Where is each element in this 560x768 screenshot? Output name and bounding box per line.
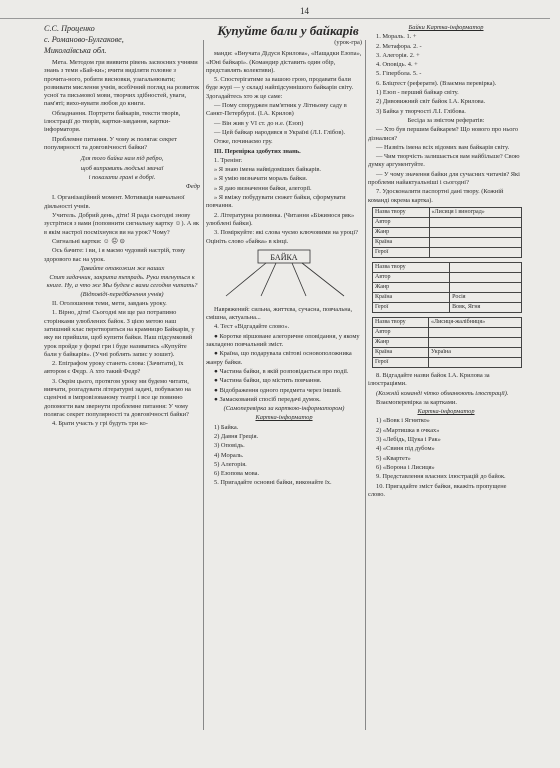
epigraph-line: щоб виправить людські звичаї bbox=[80, 164, 164, 172]
list-item: ● Коротке віршоване алегоричне оповідання, у якому закладено повчальний зміст. bbox=[206, 332, 360, 349]
column-divider-2 bbox=[365, 40, 366, 730]
note: (Кожній команді чітко обманюють ілюстрації). bbox=[376, 389, 509, 397]
list-item: ● Відображення одного предмета через інший. bbox=[214, 386, 342, 394]
table-row bbox=[373, 337, 522, 347]
table-cell: Назва твору bbox=[373, 262, 450, 272]
list-item: 3) «Лебідь, Щука і Рак» bbox=[376, 436, 441, 444]
paragraph: Сигнальні картки: ☺ ☹ ⊝ bbox=[52, 237, 125, 245]
column-1 bbox=[44, 24, 200, 429]
verse: Давайте отакожим же наших bbox=[79, 264, 165, 272]
paragraph: 3. Окрім цього, протягом уроку ми будемо читати, вивчати, розгадувати літературні задачі, побуваємо на сценічні в імпровізованому театрі і все це повинно допомогти вам звернути проблемне питання: У чому полягає секрет популярності та довговічності байки? bbox=[44, 377, 191, 418]
paragraph: Обладнання. Портрети байкарів, тексти творів, ілюстрації до творів, картки-завдання, картки-інформатори. bbox=[44, 109, 181, 134]
paragraph: ІІ. Оголошення теми, мети, завдань уроку. bbox=[52, 300, 167, 308]
table-cell bbox=[429, 227, 521, 237]
paragraph: — Пому споруджен пам'ятник у Літньому саду в Санкт-Петербурзі. (І.А. Крилов) bbox=[206, 102, 347, 118]
table-cell: Країна bbox=[373, 292, 450, 302]
table-row bbox=[373, 262, 522, 272]
table-cell: Автор bbox=[373, 327, 429, 337]
paragraph: Проблемне питання. У чому ж полягає секрет популярності та довговічності байки? bbox=[44, 135, 177, 151]
paragraph: Ось бачите: і ви, і я маємо чудовий настрій, тому здорового вас на урок. bbox=[44, 247, 186, 263]
list-item: ● Частина байки, в якій розповідається про події. bbox=[214, 367, 349, 375]
list-item: 5) Алегорія. bbox=[214, 460, 247, 468]
paragraph: 1) Езоп - перший байкар світу. bbox=[376, 89, 459, 97]
paragraph: 3) Байка у творчості Л.І. Глібова. bbox=[376, 107, 466, 115]
list-item: 3) Оповідь. bbox=[214, 442, 245, 450]
table-cell: «Лисиця-жалібниця» bbox=[429, 317, 522, 327]
list-item: » Я вміжу побудувати сюжет байки, сформувати повчання. bbox=[206, 194, 346, 210]
paragraph: — Цей байкар народився в Україні (Л.І. Глібов). bbox=[214, 128, 346, 136]
paragraph: 9. Представлення власних ілюстрацій до байок. bbox=[376, 473, 506, 481]
author-school: с. Романово-Булгакове, bbox=[44, 35, 124, 44]
table-cell: Герої bbox=[373, 357, 429, 367]
list-item: ● Країна, що подарувала світові основоположника жанру байки. bbox=[206, 350, 352, 366]
diagram-word: БАЙКА bbox=[270, 252, 298, 262]
epigraph-author: Федр bbox=[185, 183, 200, 191]
paragraph: — У чому значення байки для сучасних читачів? Які проблеми найактуальніші і сьогодні? bbox=[368, 170, 520, 187]
article-title: Купуйте бали у байкарів bbox=[217, 23, 359, 38]
table-cell: Вовк, Ягня bbox=[450, 302, 522, 312]
paragraph: Отже, починаємо гру. bbox=[214, 138, 273, 146]
page-number: 14 bbox=[300, 6, 309, 16]
table-cell: Жанр bbox=[373, 227, 430, 237]
table-cell bbox=[450, 282, 522, 292]
paragraph: ІІІ. Перевірка здобутих знань. bbox=[214, 147, 301, 155]
list-item: 1) «Вовк і Ягнятко» bbox=[376, 417, 430, 425]
header-rule bbox=[0, 18, 550, 19]
table-row bbox=[373, 302, 522, 312]
paragraph: — Він жив у VI ст. до н.е. (Езоп) bbox=[214, 119, 304, 127]
paragraph: Взаємоперевірка за картками. bbox=[376, 398, 457, 406]
list-item: » Я знаю імена найвідоміших байкарів. bbox=[214, 166, 322, 174]
paragraph: 4. Тест «Відгадайте слово». bbox=[214, 323, 290, 331]
paragraph: 2) Дивовижний світ байок І.А. Крилова. bbox=[376, 98, 486, 106]
paragraph: 3. Поміркуйте: які слова чуємо ключовими на уроці? Оцініть слово «байка» в кінці. bbox=[206, 229, 358, 245]
paragraph: Бесіда за змістом рефератів: bbox=[407, 116, 485, 124]
list-item: 1) Байка. bbox=[214, 423, 239, 431]
paragraph: 10. Пригадайте зміст байки, вкажіть пропущене слово. bbox=[368, 482, 507, 498]
table-cell: Україна bbox=[429, 347, 522, 357]
card-heading: Картка-інформатор bbox=[255, 414, 313, 422]
table-cell bbox=[429, 217, 521, 227]
author-region: Миколаївська обл. bbox=[44, 46, 107, 55]
paragraph: 5. Пригадайте основні байки, виконайте їх. bbox=[214, 479, 332, 487]
table-cell: Росія bbox=[450, 292, 522, 302]
table-cell bbox=[450, 262, 522, 272]
table-cell: Жанр bbox=[373, 337, 429, 347]
table-cell: Назва твору bbox=[373, 317, 429, 327]
paragraph: 1. Вірно, діти! Сьогодні ми ще раз потрапимо сторінками улюблених байок. З цією метою наш затишний клас перетвориться на крамницю Байкарів, у яку ви прийшли, щоб купити байки. Наш підсумковий урок пройде у формі гри і буде називатись «Купуйте бали у байкарів». (Учні роблять запис у зошит). bbox=[44, 309, 195, 358]
epigraph-line: і показати грані в добрі. bbox=[88, 173, 156, 181]
table-cell: Герої bbox=[373, 302, 450, 312]
card-heading: Байки Картка-інформатор bbox=[408, 24, 484, 31]
list-item: 2) «Мартишка в очках» bbox=[376, 426, 440, 434]
table-cell: Назва твору bbox=[373, 207, 430, 217]
list-item: ● Замаскований спосіб передачі думок. bbox=[214, 395, 321, 403]
list-item: 5. Гіпербола. 5. - bbox=[376, 70, 422, 78]
card-heading: Картка-інформатор bbox=[417, 408, 475, 416]
list-item: 4) Мораль. bbox=[214, 451, 244, 459]
table-cell bbox=[450, 272, 522, 282]
table-cell bbox=[429, 237, 521, 247]
table-cell bbox=[429, 357, 522, 367]
author-name: С.С. Проценко bbox=[44, 24, 95, 33]
paragraph: 8. Відгадайте назви байок І.А. Крилова за ілюстраціями. bbox=[368, 371, 490, 388]
paragraph: манди: «Внучата Дідуся Крилова», «Нащадки Езопа», «Юні байкарі». (Командир діставить один обір, представлять колективи). bbox=[206, 50, 362, 74]
paragraph: 4. Брати участь у грі будуть три ко- bbox=[52, 420, 148, 428]
table-row bbox=[373, 217, 522, 227]
table-row bbox=[373, 282, 522, 292]
word-diagram bbox=[206, 248, 362, 304]
list-item: 4. Оповідь. 4. + bbox=[376, 61, 418, 69]
list-item: ● Частина байки, що містить повчання. bbox=[214, 377, 322, 385]
column-3 bbox=[368, 24, 524, 500]
paragraph: Навряжений: сильна, життєва, сучасна, повчальна, смішна, актуальна... bbox=[206, 305, 353, 322]
paragraph: — Хто був першим байкарем? Що нового про нього дізналися? bbox=[368, 126, 519, 142]
passport-table-2 bbox=[372, 262, 522, 313]
table-row bbox=[373, 247, 522, 257]
table-row bbox=[373, 227, 522, 237]
table-cell: Автор bbox=[373, 217, 430, 227]
paragraph: — Назвіть імена всіх відомих вам байкарів світу. bbox=[376, 143, 510, 151]
table-row bbox=[373, 347, 522, 357]
diagram-arrows bbox=[206, 248, 362, 304]
table-row bbox=[373, 357, 522, 367]
paragraph: Мета. Методом гри виявити рівень засвоєних учнями знань з теми «Бай-ки»; вчити виділяти головне з прочита-ного, робити висновки, узагальнювати; розвивати мислення учнів, всебічний погляд на розвиток усної та письмової мови, творчих здібностей, уваги, пам'яті; вихо-вувати любов до книги. bbox=[44, 59, 200, 108]
table-cell: «Лисиця і виноград» bbox=[429, 207, 521, 217]
passport-table-3 bbox=[372, 317, 522, 368]
table-cell: Герої bbox=[373, 247, 430, 257]
table-cell: Автор bbox=[373, 272, 450, 282]
article-subtitle: (урок-гра) bbox=[334, 39, 362, 46]
table-row bbox=[373, 327, 522, 337]
list-item: 1. Мораль. 1. + bbox=[376, 33, 417, 41]
column-divider-1 bbox=[203, 40, 204, 730]
table-row bbox=[373, 292, 522, 302]
paragraph: 6. Бліцтест (реферати). (Взаємна перевірка). bbox=[376, 79, 497, 87]
paragraph: — Чим творчість залишається вам найбільше? Свою думку аргументуйте. bbox=[368, 153, 520, 169]
table-row bbox=[373, 237, 522, 247]
table-row bbox=[373, 207, 522, 217]
paragraph: 5. Спостерігатиме за вашою грою, продавати бали буде журі — у складі найпідсумнішого байкарів світу. Здогадайтесь хто ж це саме: bbox=[206, 76, 354, 100]
list-item: 2. Метафора. 2. - bbox=[376, 42, 422, 50]
table-row bbox=[373, 272, 522, 282]
note: (Самоперевірка за карткою-інформатором) bbox=[223, 405, 345, 413]
table-cell: Жанр bbox=[373, 282, 450, 292]
list-item: 6) «Ворона і Лисиця» bbox=[376, 463, 435, 471]
list-item: » Я умію визначати мораль байки. bbox=[214, 175, 308, 183]
epigraph-line: Для того байка нам під ребро, bbox=[80, 155, 164, 163]
table-cell bbox=[429, 337, 522, 347]
table-row bbox=[373, 317, 522, 327]
table-cell: Країна bbox=[373, 237, 430, 247]
table-cell: Країна bbox=[373, 347, 429, 357]
column-2 bbox=[206, 24, 362, 489]
list-item: 3. Алегорія. 2. + bbox=[376, 51, 420, 59]
paragraph: Учитель. Добрий день, діти! Я рада сьогодні знову зустрітися з вами (поповнити сигнальну картку ☺). А як в якім настрої посміхнувся ви на урок? Чому? bbox=[44, 212, 199, 236]
paragraph: І. Організаційний момент. Мотивація навчальної діяльності учнів. bbox=[44, 194, 185, 210]
paragraph: 1. Тренінг. bbox=[214, 156, 243, 164]
list-item: » Я даю визначення байки, алегорії. bbox=[214, 184, 312, 192]
list-item: 6) Езопова мова. bbox=[214, 470, 260, 478]
verse: Спит задачник, закрита тетрадь. Руки тягнуться к книге. Ну, а что же Мы будем с вами сегодня читать? (Відповіді-передбачення учнів) bbox=[46, 274, 198, 298]
passport-table-1 bbox=[372, 207, 522, 258]
list-item: 4) «Свиня під дубом» bbox=[376, 445, 435, 453]
paragraph: 7. Удосконалити паспортні дані твору. (Кожній команді окрема картка). bbox=[368, 188, 504, 204]
list-item: 2) Давня Греція. bbox=[214, 432, 259, 440]
paragraph: 2. Епіграфом уроку станеть слова: (Зачитати), їх автором є Федр. А хто такий Федр? bbox=[44, 360, 184, 376]
list-item: 5) «Квартет» bbox=[376, 454, 411, 462]
paragraph: 2. Літературна розминка. (Читання «Біжимося ряк» улюблені байки). bbox=[206, 211, 355, 227]
table-cell bbox=[429, 247, 521, 257]
table-cell bbox=[429, 327, 522, 337]
